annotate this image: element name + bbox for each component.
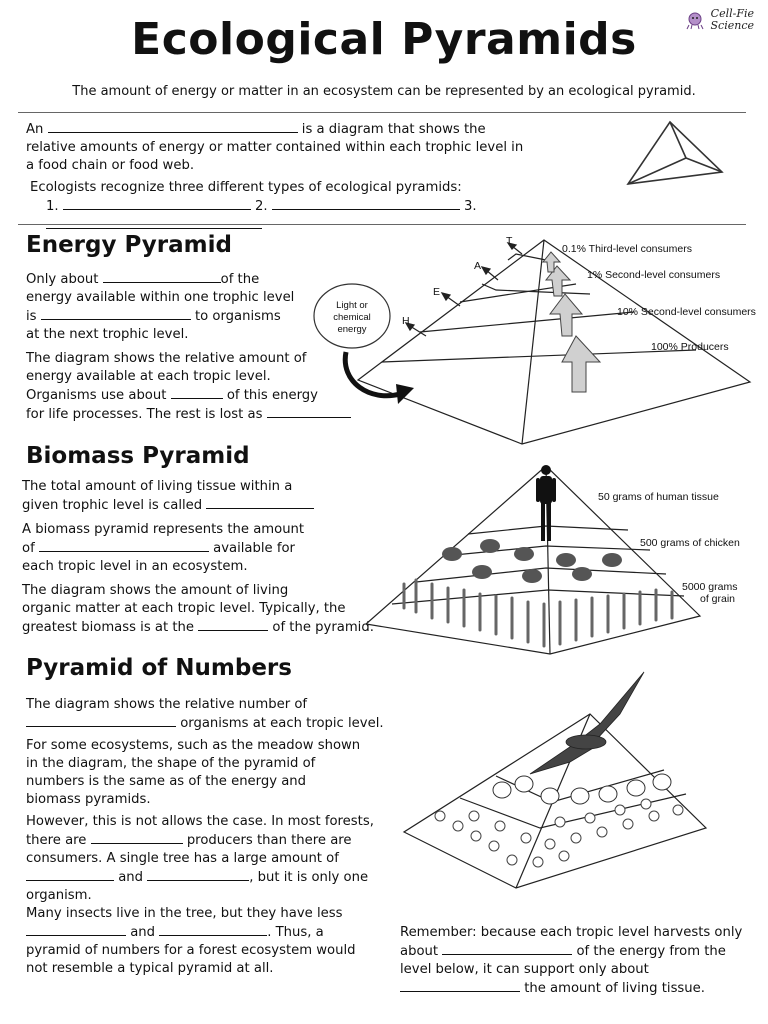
numbers-l14: pyramid of numbers for a forest ecosystem would <box>26 943 356 958</box>
blank-pyramid-type-3[interactable] <box>46 216 262 229</box>
divider-mid <box>18 224 746 225</box>
energy-letter-e: E <box>433 286 441 298</box>
energy-heading: Energy Pyramid <box>26 232 232 258</box>
energy-l6: energy available at each tropic level. <box>26 369 271 384</box>
biomass-l4-pre: of <box>22 541 35 556</box>
biomass-l6: The diagram shows the amount of living <box>22 583 289 598</box>
blank-numbers-tree-1[interactable] <box>26 868 114 881</box>
biomass-l8-post: of the pyramid. <box>272 620 374 635</box>
biomass-l8-pre: greatest biomass is at the <box>22 620 194 635</box>
biomass-l1: The total amount of living tissue within a <box>22 479 293 494</box>
energy-l7-pre: Organisms use about <box>26 388 167 403</box>
blank-biomass-location[interactable] <box>198 618 268 631</box>
numbers-heading: Pyramid of Numbers <box>26 655 292 681</box>
numbers-l6: biomass pyramids. <box>26 792 151 807</box>
blank-energy-transferred[interactable] <box>41 307 191 320</box>
numbers-l4: in the diagram, the shape of the pyramid of <box>26 756 316 771</box>
biomass-label-grain-1: 5000 grams <box>682 581 738 593</box>
energy-l4: at the next trophic level. <box>26 327 189 342</box>
page-title: Ecological Pyramids <box>131 14 637 65</box>
blank-energy-used[interactable] <box>171 386 223 399</box>
numbers-l9: consumers. A single tree has a large amount of <box>26 851 339 866</box>
biomass-pyramid-diagram <box>360 456 760 666</box>
biomass-l5: each tropic level in an ecosystem. <box>22 559 248 574</box>
remember-l3: level below, it can support only about <box>400 962 649 977</box>
intro-item-2: 2. <box>255 199 268 214</box>
numbers-l7: However, this is not allows the case. In most forests, <box>26 814 374 829</box>
blank-remember-percent[interactable] <box>442 942 572 955</box>
remember-text <box>400 924 760 998</box>
numbers-l3: For some ecosystems, such as the meadow shown <box>26 738 361 753</box>
bubble-line-2: chemical <box>333 312 371 323</box>
brand-icon <box>685 10 705 30</box>
biomass-heading: Biomass Pyramid <box>26 443 250 469</box>
numbers-l11: organism. <box>26 888 92 903</box>
energy-level-label-2nd-1: 1% Second-level consumers <box>587 269 721 281</box>
blank-pyramid-type-1[interactable] <box>63 197 251 210</box>
energy-level-label-3rd: 0.1% Third-level consumers <box>562 243 692 255</box>
brand-line-2: Science <box>710 19 754 32</box>
remember-l2-pre: about <box>400 944 439 959</box>
blank-pyramid-type-2[interactable] <box>272 197 460 210</box>
intro-item-1: 1. <box>46 199 59 214</box>
page-subtitle: The amount of energy or matter in an ecosystem can be represented by an ecological pyramid. <box>72 84 696 99</box>
numbers-l12: Many insects live in the tree, but they have less <box>26 906 343 921</box>
biomass-l2-pre: given trophic level is called <box>22 498 203 513</box>
blank-numbers-tree-2[interactable] <box>147 868 249 881</box>
energy-l3-post: to organisms <box>194 309 281 324</box>
energy-l7-post: of this energy <box>226 388 318 403</box>
energy-pyramid-diagram <box>300 232 760 452</box>
bubble-line-1: Light or <box>336 300 368 311</box>
energy-level-label-2nd-10: 10% Second-level consumers <box>617 306 756 318</box>
blank-numbers-insects-1[interactable] <box>26 923 126 936</box>
remember-l2-post: of the energy from the <box>576 944 726 959</box>
numbers-l10-mid: and <box>118 870 144 885</box>
biomass-label-human: 50 grams of human tissue <box>598 491 719 503</box>
energy-letter-h: H <box>402 315 410 327</box>
biomass-label-chicken: 500 grams of chicken <box>640 537 740 549</box>
remember-l1: Remember: because each tropic level harvests only <box>400 925 743 940</box>
brand-line-1: Cell-Fie <box>710 7 754 20</box>
blank-biomass-amount[interactable] <box>39 539 209 552</box>
biomass-l3: A biomass pyramid represents the amount <box>22 522 305 537</box>
energy-l5: The diagram shows the relative amount of <box>26 351 307 366</box>
intro-line-1-post: is a diagram that shows the <box>301 122 486 137</box>
biomass-text <box>22 478 402 637</box>
biomass-l7: organic matter at each tropic level. Typically, the <box>22 601 346 616</box>
energy-l2: energy available within one trophic level <box>26 290 295 305</box>
energy-letter-t: T <box>506 235 513 247</box>
numbers-l2-post: organisms at each tropic level. <box>180 716 384 731</box>
intro-item-3: 3. <box>464 199 477 214</box>
biomass-l4-post: available for <box>213 541 295 556</box>
numbers-l5: numbers is the same as of the energy and <box>26 774 307 789</box>
numbers-text <box>26 696 396 978</box>
energy-l3-pre: is <box>26 309 37 324</box>
intro-line-1-pre: An <box>26 122 44 137</box>
numbers-l15: not resemble a typical pyramid at all. <box>26 961 274 976</box>
intro-text <box>26 120 586 235</box>
blank-remember-fraction[interactable] <box>400 979 520 992</box>
numbers-l13-post: . Thus, a <box>267 925 324 940</box>
remember-l4-post: the amount of living tissue. <box>524 981 705 996</box>
brand-logo <box>711 8 754 32</box>
blank-biomass-term[interactable] <box>206 496 314 509</box>
divider-top <box>18 112 746 113</box>
energy-letter-a: A <box>474 260 482 272</box>
blank-numbers-fewer[interactable] <box>91 831 183 844</box>
energy-l8-pre: for life processes. The rest is lost as <box>26 407 263 422</box>
blank-energy-percent[interactable] <box>103 270 221 283</box>
blank-diagram-term[interactable] <box>48 120 298 133</box>
pyramid-wireframe-icon <box>622 118 728 190</box>
numbers-l1: The diagram shows the relative number of <box>26 697 308 712</box>
energy-level-label-producers: 100% Producers <box>651 341 729 353</box>
biomass-label-grain-2: of grain <box>700 593 736 605</box>
numbers-pyramid-diagram <box>400 666 760 904</box>
numbers-l8-post: producers than there are <box>186 833 352 848</box>
numbers-l13-mid: and <box>130 925 156 940</box>
numbers-l10-post: , but it is only one <box>249 870 369 885</box>
energy-l1-post: of the <box>220 272 260 287</box>
intro-line-3: a food chain or food web. <box>26 158 195 173</box>
energy-l1-pre: Only about <box>26 272 99 287</box>
blank-numbers-insects-2[interactable] <box>159 923 267 936</box>
numbers-l8-pre: there are <box>26 833 87 848</box>
bubble-line-3: energy <box>337 324 367 335</box>
blank-numbers-relative[interactable] <box>26 714 176 727</box>
intro-line-4: Ecologists recognize three different types of ecological pyramids: <box>30 180 462 195</box>
intro-line-2: relative amounts of energy or matter contained within each trophic level in <box>26 140 524 155</box>
